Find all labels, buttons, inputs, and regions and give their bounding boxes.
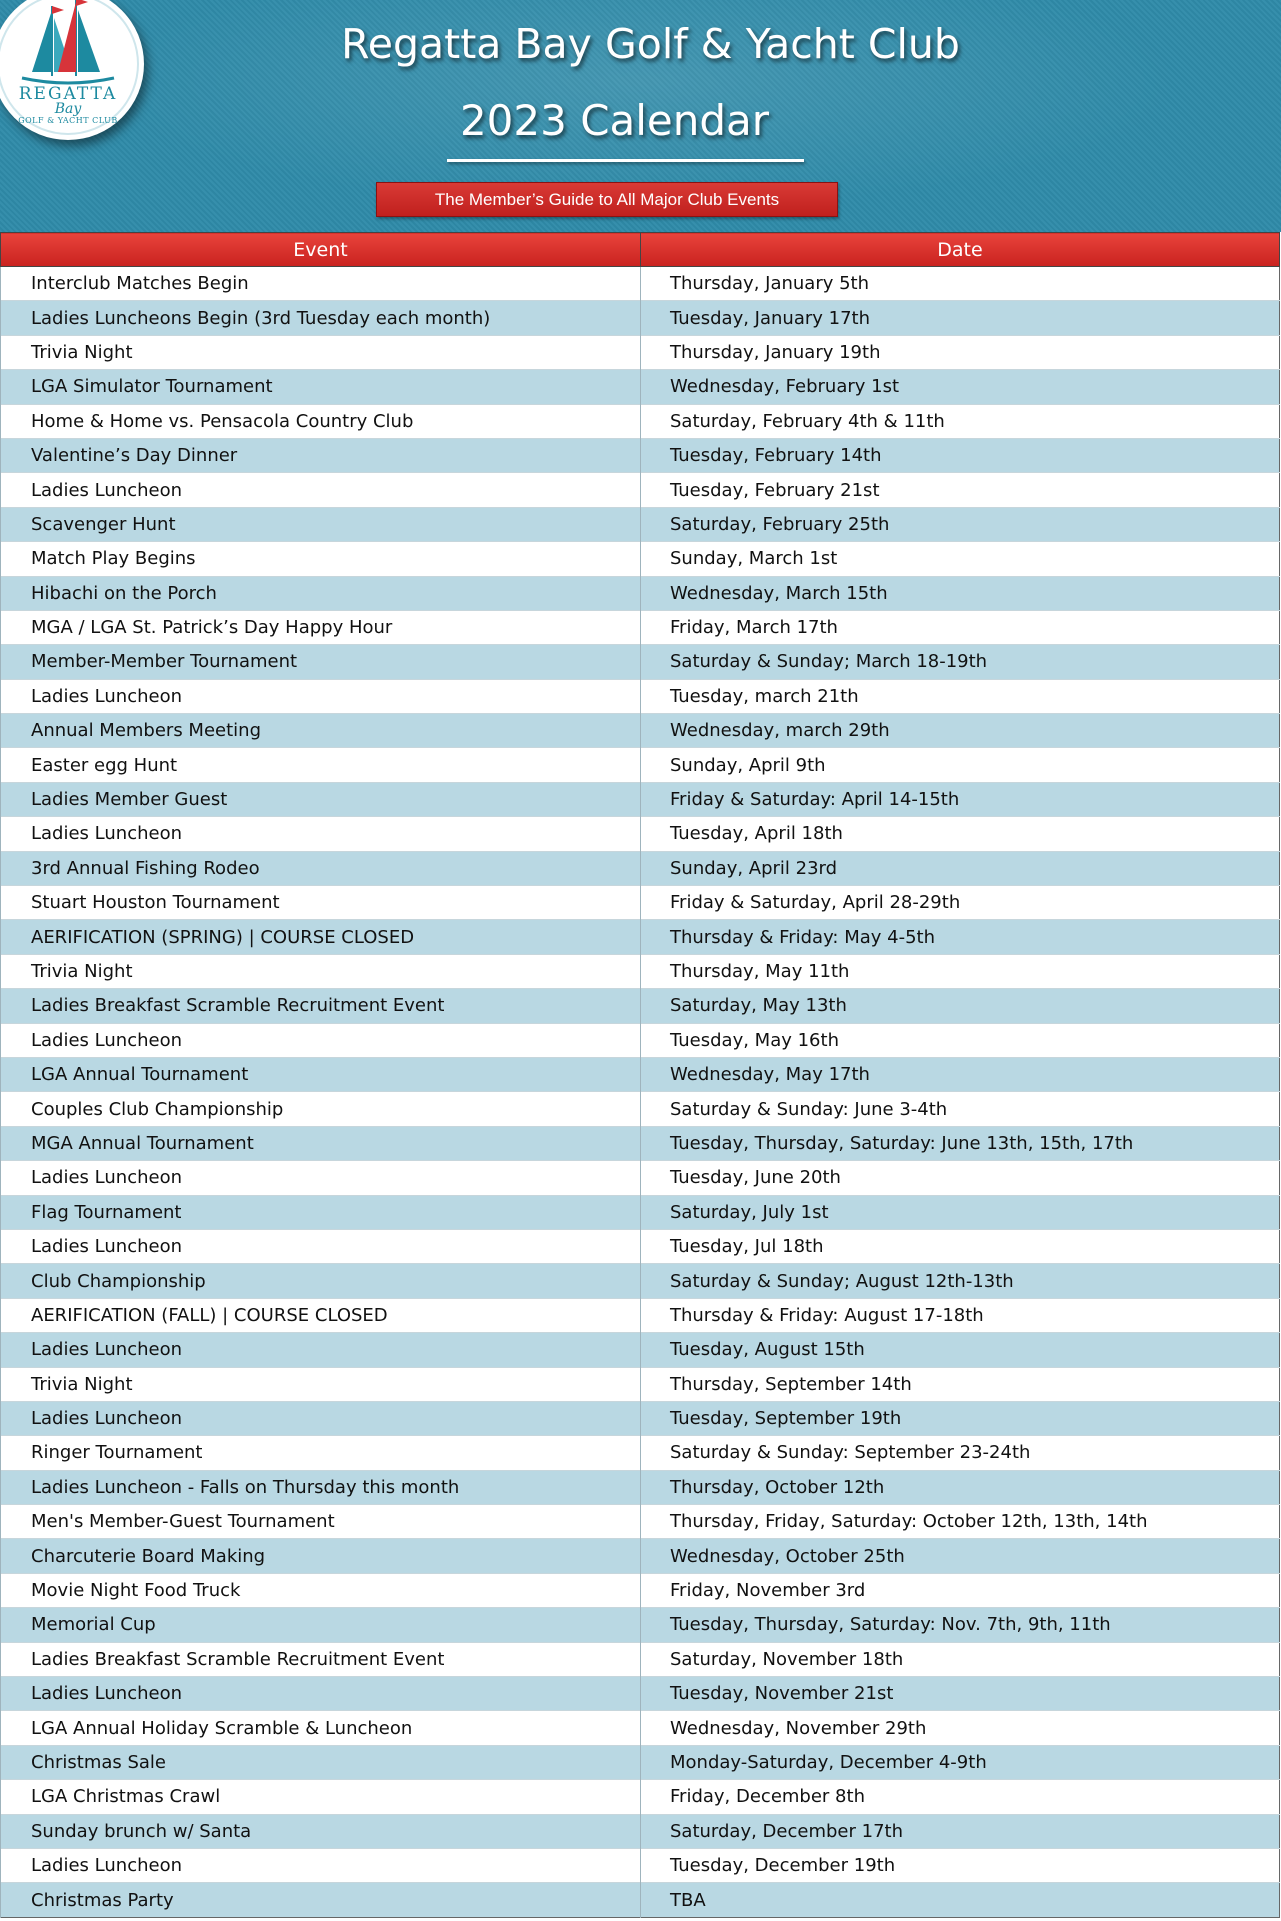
date-cell: Saturday, December 17th — [641, 1814, 1280, 1848]
table-row — [1, 817, 1280, 851]
table-row — [1, 1298, 1280, 1332]
table-row — [1, 1367, 1280, 1401]
date-cell: Tuesday, September 19th — [641, 1401, 1280, 1435]
table-row — [1, 748, 1280, 782]
date-cell: Tuesday, November 21st — [641, 1677, 1280, 1711]
table-row — [1, 1780, 1280, 1814]
date-cell: Tuesday, February 14th — [641, 438, 1280, 472]
date-cell: Thursday, May 11th — [641, 954, 1280, 988]
table-row — [1, 1401, 1280, 1435]
event-cell: LGA Christmas Crawl — [1, 1780, 641, 1814]
table-row — [1, 1608, 1280, 1642]
event-cell: Ladies Luncheon — [1, 1161, 641, 1195]
event-cell: Ladies Luncheon — [1, 817, 641, 851]
event-cell: Ladies Luncheon — [1, 1333, 641, 1367]
date-cell: Sunday, April 23rd — [641, 851, 1280, 885]
date-cell: Friday, December 8th — [641, 1780, 1280, 1814]
event-cell: Member-Member Tournament — [1, 645, 641, 679]
table-row — [1, 301, 1280, 335]
date-cell: Saturday & Sunday: June 3-4th — [641, 1092, 1280, 1126]
event-cell: Ladies Breakfast Scramble Recruitment Event — [1, 1642, 641, 1676]
table-row — [1, 1161, 1280, 1195]
event-cell: Club Championship — [1, 1264, 641, 1298]
event-cell: Trivia Night — [1, 1367, 641, 1401]
table-row — [1, 679, 1280, 713]
table-row — [1, 542, 1280, 576]
table-row — [1, 610, 1280, 644]
date-cell: Wednesday, October 25th — [641, 1539, 1280, 1573]
date-cell: Tuesday, January 17th — [641, 301, 1280, 335]
table-row — [1, 576, 1280, 610]
table-row — [1, 1126, 1280, 1160]
date-cell: Tuesday, June 20th — [641, 1161, 1280, 1195]
event-cell: MGA Annual Tournament — [1, 1126, 641, 1160]
table-row — [1, 267, 1280, 301]
logo-text-club: GOLF & YACHT CLUB — [18, 116, 118, 125]
table-row — [1, 1539, 1280, 1573]
date-cell: Tuesday, December 19th — [641, 1848, 1280, 1882]
event-cell: Ladies Luncheon — [1, 1023, 641, 1057]
table-row — [1, 404, 1280, 438]
date-cell: TBA — [641, 1883, 1280, 1917]
table-row — [1, 1057, 1280, 1091]
date-cell: Thursday & Friday: May 4-5th — [641, 920, 1280, 954]
date-cell: Friday & Saturday, April 28-29th — [641, 886, 1280, 920]
date-cell: Wednesday, November 29th — [641, 1711, 1280, 1745]
event-cell: Ladies Luncheon — [1, 1848, 641, 1882]
date-cell: Sunday, March 1st — [641, 542, 1280, 576]
table-row — [1, 1195, 1280, 1229]
table-row — [1, 645, 1280, 679]
event-cell: Scavenger Hunt — [1, 507, 641, 541]
table-row — [1, 851, 1280, 885]
event-cell: Ladies Luncheon — [1, 1401, 641, 1435]
event-cell: Trivia Night — [1, 954, 641, 988]
table-row — [1, 1023, 1280, 1057]
table-row — [1, 1505, 1280, 1539]
date-cell: Thursday & Friday: August 17-18th — [641, 1298, 1280, 1332]
date-cell: Saturday, July 1st — [641, 1195, 1280, 1229]
event-cell: Men's Member-Guest Tournament — [1, 1505, 641, 1539]
club-title: Regatta Bay Golf & Yacht Club — [341, 20, 960, 68]
table-row — [1, 507, 1280, 541]
table-row — [1, 1229, 1280, 1263]
table-row — [1, 1264, 1280, 1298]
event-cell: Sunday brunch w/ Santa — [1, 1814, 641, 1848]
header-banner — [0, 0, 1281, 232]
event-cell: Flag Tournament — [1, 1195, 641, 1229]
event-cell: Ladies Luncheons Begin (3rd Tuesday each month) — [1, 301, 641, 335]
date-cell: Friday, November 3rd — [641, 1573, 1280, 1607]
date-cell: Saturday & Sunday; March 18-19th — [641, 645, 1280, 679]
table-row — [1, 370, 1280, 404]
table-row — [1, 1092, 1280, 1126]
date-cell: Saturday, February 25th — [641, 507, 1280, 541]
table-row — [1, 920, 1280, 954]
date-cell: Wednesday, May 17th — [641, 1057, 1280, 1091]
table-header-row — [1, 233, 1280, 267]
event-cell: 3rd Annual Fishing Rodeo — [1, 851, 641, 885]
table-row — [1, 335, 1280, 369]
table-row — [1, 1470, 1280, 1504]
date-cell: Tuesday, April 18th — [641, 817, 1280, 851]
event-cell: Couples Club Championship — [1, 1092, 641, 1126]
logo-text-regatta: REGATTA — [18, 84, 118, 104]
event-cell: Hibachi on the Porch — [1, 576, 641, 610]
table-row — [1, 1642, 1280, 1676]
event-cell: Ladies Member Guest — [1, 782, 641, 816]
event-cell: Charcuterie Board Making — [1, 1539, 641, 1573]
date-cell: Friday & Saturday: April 14-15th — [641, 782, 1280, 816]
date-cell: Tuesday, Jul 18th — [641, 1229, 1280, 1263]
event-cell: Christmas Party — [1, 1883, 641, 1917]
date-cell: Wednesday, February 1st — [641, 370, 1280, 404]
date-cell: Friday, March 17th — [641, 610, 1280, 644]
table-row — [1, 714, 1280, 748]
date-cell: Saturday, November 18th — [641, 1642, 1280, 1676]
table-row — [1, 1573, 1280, 1607]
logo-text-bay: Bay — [54, 101, 82, 117]
table-row — [1, 1677, 1280, 1711]
table-row — [1, 473, 1280, 507]
events-table-body — [1, 267, 1280, 1918]
event-cell: LGA Annual Tournament — [1, 1057, 641, 1091]
date-cell: Monday-Saturday, December 4-9th — [641, 1745, 1280, 1779]
table-row — [1, 1814, 1280, 1848]
event-cell: Ladies Breakfast Scramble Recruitment Event — [1, 989, 641, 1023]
table-row — [1, 1711, 1280, 1745]
date-cell: Saturday, May 13th — [641, 989, 1280, 1023]
event-cell: AERIFICATION (SPRING) | COURSE CLOSED — [1, 920, 641, 954]
date-cell: Tuesday, February 21st — [641, 473, 1280, 507]
table-row — [1, 1745, 1280, 1779]
event-cell: Memorial Cup — [1, 1608, 641, 1642]
date-cell: Wednesday, March 15th — [641, 576, 1280, 610]
column-header-date: Date — [641, 233, 1280, 267]
event-cell: Interclub Matches Begin — [1, 267, 641, 301]
date-cell: Saturday, February 4th & 11th — [641, 404, 1280, 438]
event-cell: Ladies Luncheon — [1, 1677, 641, 1711]
event-cell: Trivia Night — [1, 335, 641, 369]
event-cell: Home & Home vs. Pensacola Country Club — [1, 404, 641, 438]
column-header-event: Event — [1, 233, 641, 267]
date-cell: Thursday, September 14th — [641, 1367, 1280, 1401]
event-cell: Movie Night Food Truck — [1, 1573, 641, 1607]
table-row — [1, 954, 1280, 988]
calendar-title: 2023 Calendar — [459, 96, 770, 145]
table-row — [1, 1436, 1280, 1470]
table-row — [1, 1848, 1280, 1882]
date-cell: Tuesday, Thursday, Saturday: June 13th, 15th, 17th — [641, 1126, 1280, 1160]
tagline-banner: The Member’s Guide to All Major Club Events — [376, 182, 838, 217]
date-cell: Saturday & Sunday: September 23-24th — [641, 1436, 1280, 1470]
event-cell: Ladies Luncheon — [1, 679, 641, 713]
event-cell: Ladies Luncheon - Falls on Thursday this month — [1, 1470, 641, 1504]
events-table — [0, 232, 1280, 1918]
event-cell: Stuart Houston Tournament — [1, 886, 641, 920]
event-cell: Valentine’s Day Dinner — [1, 438, 641, 472]
title-underline — [447, 159, 804, 162]
event-cell: Match Play Begins — [1, 542, 641, 576]
date-cell: Tuesday, August 15th — [641, 1333, 1280, 1367]
date-cell: Thursday, January 5th — [641, 267, 1280, 301]
date-cell: Saturday & Sunday; August 12th-13th — [641, 1264, 1280, 1298]
event-cell: Easter egg Hunt — [1, 748, 641, 782]
date-cell: Tuesday, May 16th — [641, 1023, 1280, 1057]
event-cell: Ringer Tournament — [1, 1436, 641, 1470]
date-cell: Tuesday, Thursday, Saturday: Nov. 7th, 9th, 11th — [641, 1608, 1280, 1642]
table-row — [1, 886, 1280, 920]
event-cell: LGA Simulator Tournament — [1, 370, 641, 404]
event-cell: LGA Annual Holiday Scramble & Luncheon — [1, 1711, 641, 1745]
date-cell: Tuesday, march 21th — [641, 679, 1280, 713]
event-cell: Ladies Luncheon — [1, 1229, 641, 1263]
date-cell: Thursday, January 19th — [641, 335, 1280, 369]
event-cell: Ladies Luncheon — [1, 473, 641, 507]
date-cell: Thursday, Friday, Saturday: October 12th, 13th, 14th — [641, 1505, 1280, 1539]
table-row — [1, 1883, 1280, 1917]
event-cell: AERIFICATION (FALL) | COURSE CLOSED — [1, 1298, 641, 1332]
event-cell: MGA / LGA St. Patrick’s Day Happy Hour — [1, 610, 641, 644]
table-row — [1, 1333, 1280, 1367]
date-cell: Wednesday, march 29th — [641, 714, 1280, 748]
table-row — [1, 989, 1280, 1023]
date-cell: Thursday, October 12th — [641, 1470, 1280, 1504]
event-cell: Christmas Sale — [1, 1745, 641, 1779]
date-cell: Sunday, April 9th — [641, 748, 1280, 782]
event-cell: Annual Members Meeting — [1, 714, 641, 748]
table-row — [1, 438, 1280, 472]
table-row — [1, 782, 1280, 816]
